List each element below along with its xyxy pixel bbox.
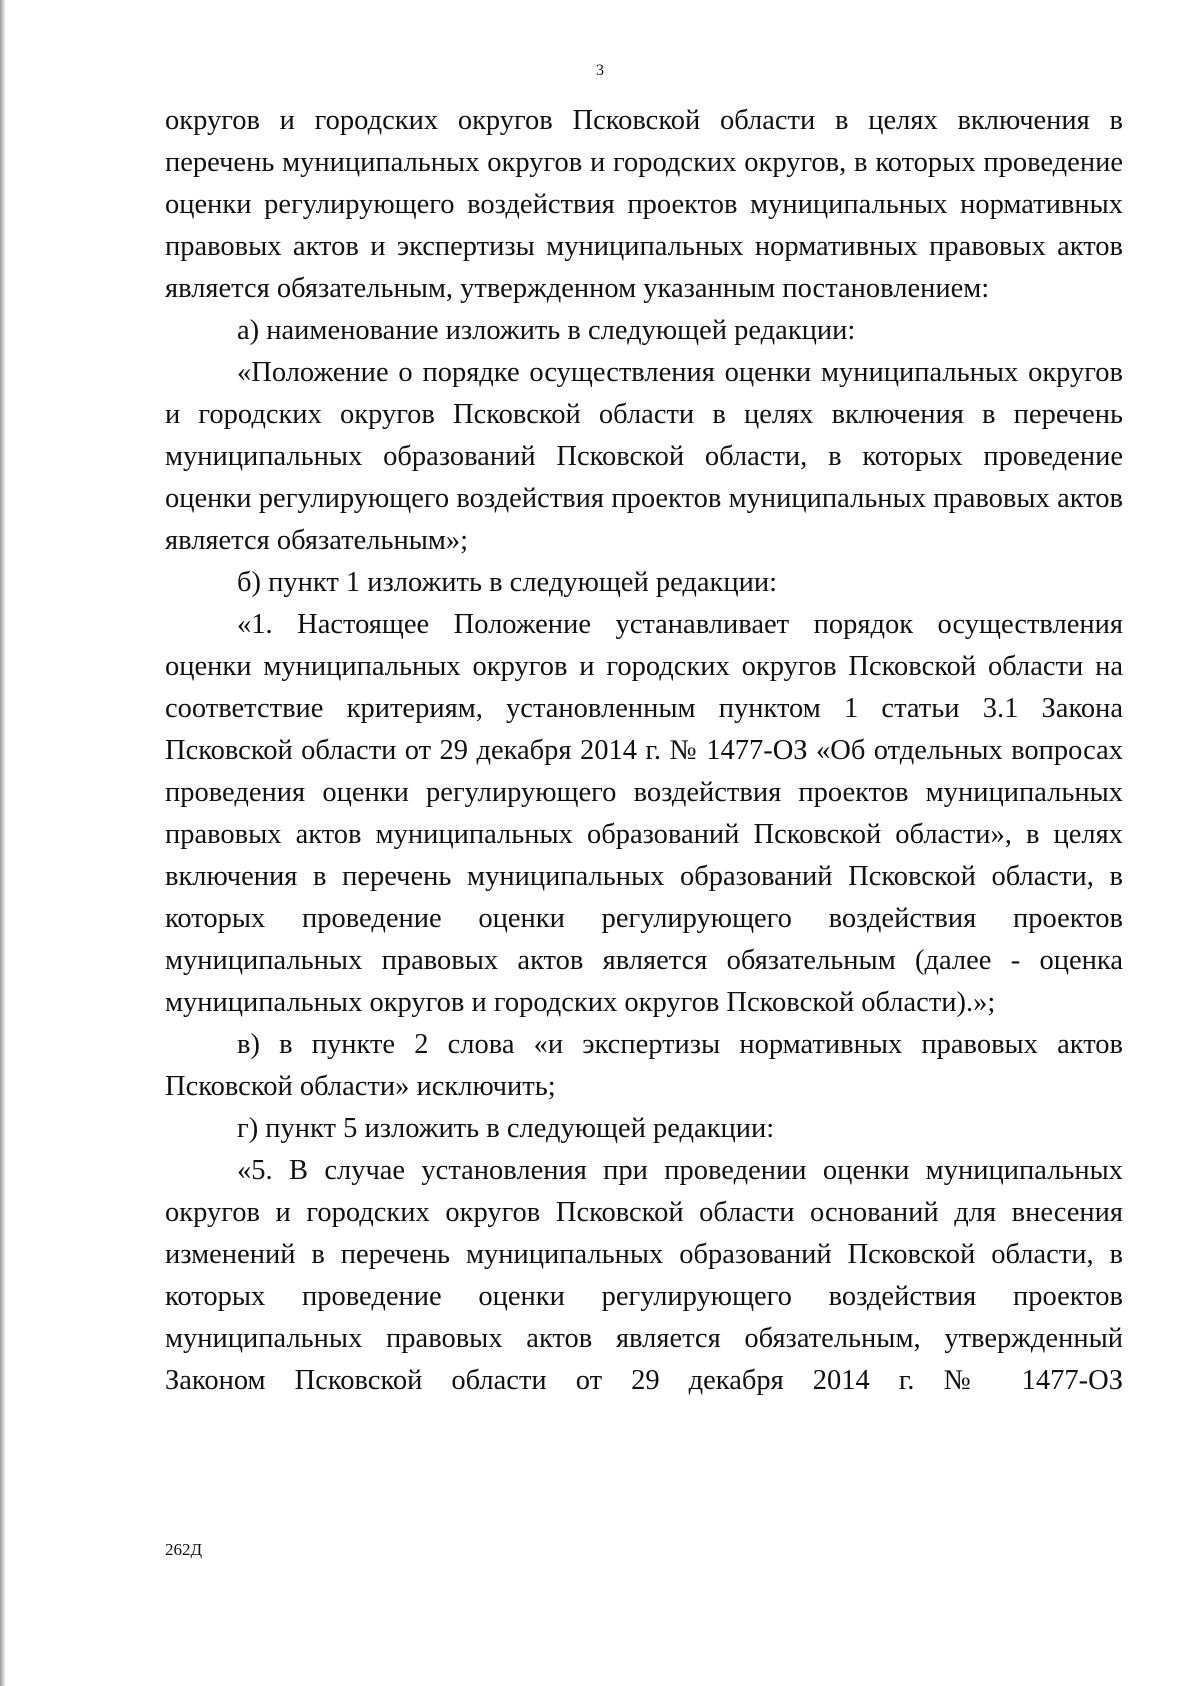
page-number: 3: [596, 62, 604, 79]
paragraph-item-g: г) пункт 5 изложить в следующей редакции:: [237, 1113, 775, 1144]
document-body: [165, 100, 1123, 1402]
scan-edge: [0, 0, 6, 1686]
paragraph-clause-5: «5. В случае установления при проведении оценки муниципальных округов и городских округов Псковской области оснований для внесения изменений в перечень муниципальных образований Псковской области, в которых проведение оценки регулирующего воздействия проектов муниципальных правовых актов является обязательным, утвержденный Законом Псковской области от 29 декабря 2014 г. № 1477-ОЗ: [165, 1155, 1123, 1396]
paragraph-item-v: в) в пункте 2 слова «и экспертизы нормативных правовых актов Псковской области» исключить;: [165, 1029, 1123, 1102]
document-code: 262Д: [165, 1540, 203, 1559]
paragraph-item-a: а) наименование изложить в следующей редакции:: [237, 315, 856, 346]
paragraph-title-quote: «Положение о порядке осуществления оценки муниципальных округов и городских округов Псковской области в целях включения в перечень муниципальных образований Псковской области, в которых проведение оценки регулирующего воздействия проектов муниципальных правовых актов является обязательным»;: [165, 357, 1123, 556]
paragraph-continuation: округов и городских округов Псковской области в целях включения в перечень муниципальных округов и городских округов, в которых проведение оценки регулирующего воздействия проектов муниципальных нормативных правовых актов и экспертизы муниципальных нормативных правовых актов является обязательным, утвержденном указанным постановлением:: [165, 105, 1123, 304]
paragraph-item-b: б) пункт 1 изложить в следующей редакции:: [237, 567, 778, 598]
paragraph-clause-1: «1. Настоящее Положение устанавливает порядок осуществления оценки муниципальных округов и городских округов Псковской области на соответствие критериям, установленным пунктом 1 статьи 3.1 Закона Псковской области от 29 декабря 2014 г. № 1477-ОЗ «Об отдельных вопросах проведения оценки регулирующего воздействия проектов муниципальных правовых актов муниципальных образований Псковской области», в целях включения в перечень муниципальных образований Псковской области, в которых проведение оценки регулирующего воздействия проектов муниципальных правовых актов является обязательным (далее - оценка муниципальных округов и городских округов Псковской области).»;: [165, 609, 1123, 1018]
